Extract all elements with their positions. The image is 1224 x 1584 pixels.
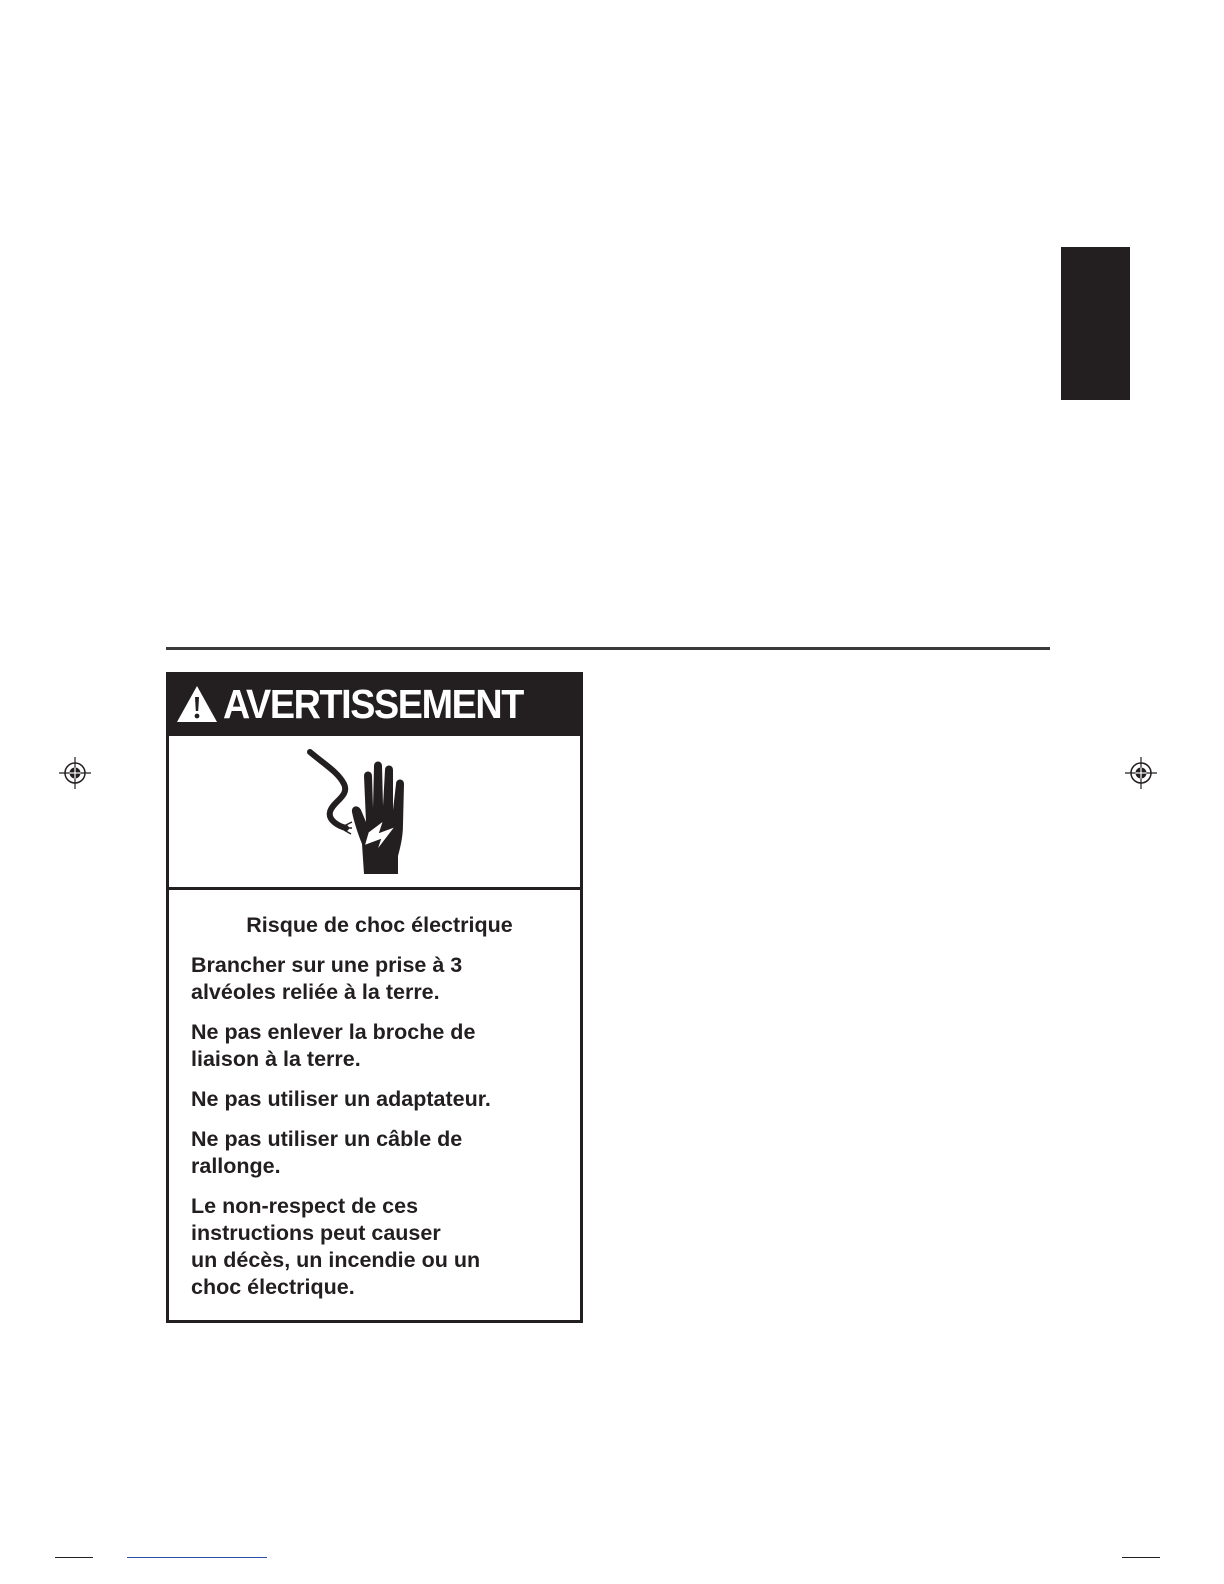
registration-mark-icon [1125, 757, 1157, 789]
instruction-no-extension-cord: Ne pas utiliser un câble de rallonge. [191, 1127, 463, 1178]
crop-mark-line [55, 1557, 93, 1558]
footer-link-line [127, 1557, 267, 1558]
instruction-ground-prong: Ne pas enlever la broche de liaison à la terre. [191, 1020, 476, 1071]
crop-mark-line [1122, 1557, 1160, 1558]
warning-title: AVERTISSEMENT [223, 680, 523, 727]
warning-label [166, 672, 583, 1323]
hazard-title: Risque de choc électrique [246, 913, 513, 937]
instruction-no-adapter: Ne pas utiliser un adaptateur. [191, 1087, 491, 1111]
electrical-shock-hand-icon [306, 748, 426, 874]
instruction-consequences: Le non-respect de ces instructions peut causer un décès, un incendie ou un choc électrique. [191, 1194, 481, 1299]
section-side-tab [1061, 247, 1130, 400]
pictogram-panel [169, 733, 580, 890]
warning-header [169, 675, 580, 733]
warning-body [169, 890, 580, 1301]
section-divider [166, 647, 1050, 650]
registration-mark-icon [59, 757, 91, 789]
instruction-grounded-outlet: Brancher sur une prise à 3 alvéoles reliée à la terre. [191, 953, 463, 1004]
warning-triangle-icon [175, 684, 219, 724]
